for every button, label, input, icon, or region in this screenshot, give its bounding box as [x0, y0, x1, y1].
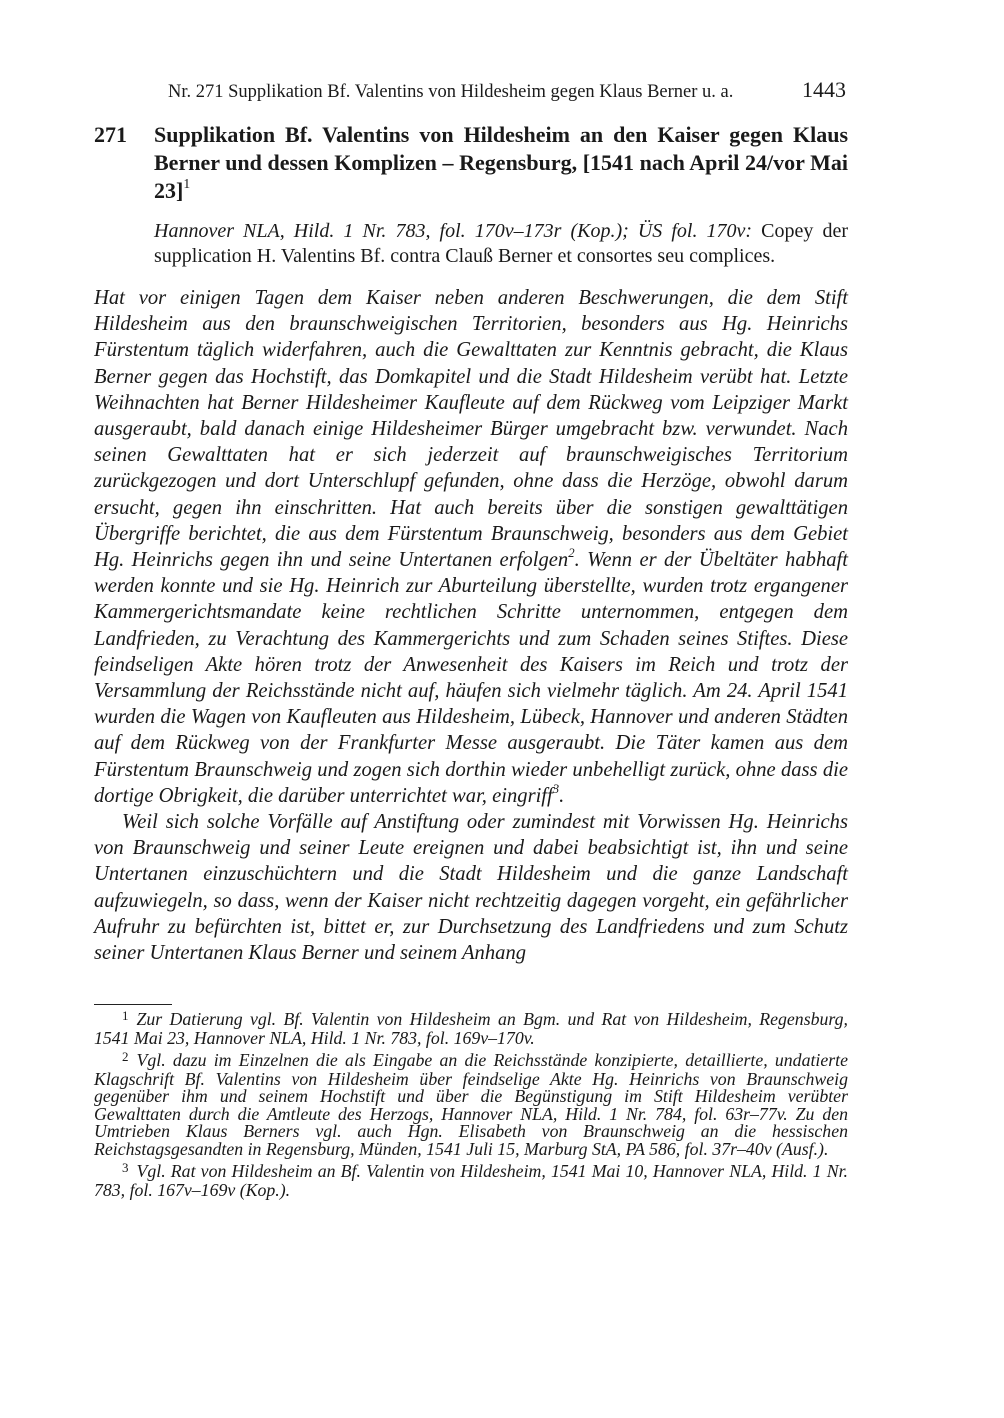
paragraph-1-part-b: . Wenn er der Übeltäter habhaft werden konnte und sie Hg. Heinrich zur Aburteilung überstellte, wurden trotz ergangener Kammergerichtsmandate keine rechtlichen Schritte unternommen, entgegen dem Landfrieden, zu Verachtung des Kammergerichts und zum Schaden seines Stiftes. Diese feindseligen Akte hören trotz der Anwesenheit des Kaisers im Reich und trotz der Versammlung der Reichsstände nicht auf, häufen sich vielmehr täglich. Am 24. April 1541 wurden die Wagen von Kaufleuten aus Hildesheim, Lübeck, Hannover und anderen Städten auf dem Rückweg von der Frankfurter Messe ausgeraubt. Die Täter kamen aus dem Fürstentum Braunschweig und zogen sich dorthin wieder unbehelligt zurück, ohne dass die dortige Obrigkeit, die darüber unterrichtet war, eingriff: [94, 549, 848, 807]
footnote-text: Vgl. Rat von Hildesheim an Bf. Valentin von Hildesheim, 1541 Mai 10, Hannover NLA, Hild. 1 Nr. 783, fol. 167v–169v (Kop.).: [94, 1161, 848, 1200]
footnote-1: [94, 1008, 848, 1048]
footnotes: [94, 1008, 848, 1204]
footnote-ref-3[interactable]: 3: [552, 781, 560, 796]
source-citation: Hannover NLA, Hild. 1 Nr. 783, fol. 170v–173r (Kop.); ÜS fol. 170v:: [154, 220, 753, 242]
paragraph-1-part-a: Hat vor einigen Tagen dem Kaiser neben anderen Beschwerungen, die dem Stift Hildesheim aus den braunschweigischen Territorien, besonders aus Hg. Heinrichs Fürstentum täglich widerfahren, auch die Gewalttaten zur Kenntnis gebracht, die Klaus Berner gegen das Hochstift, das Domkapitel und die Stadt Hildesheim verübt hat. Letzte Weihnachten hat Berner Hildesheimer Kaufleute auf dem Rückweg vom Leipziger Markt ausgeraubt, bald danach einige Hildesheimer Bürger umgebracht bzw. verwundet. Nach seinen Gewalttaten hat er sich jederzeit auf braunschweigisches Territorium zurückgezogen und dort Unterschlupf gefunden, ohne dass die Herzöge, obwohl darum ersucht, gegen ihn einschritten. Hat auch bereits über die sonstigen gewalttätigen Übergriffe berichtet, die aus dem Fürstentum Braunschweig, besonders aus dem Gebiet Hg. Heinrichs gegen ihn und seine Untertanen erfolgen: [94, 287, 848, 572]
source-note: [154, 219, 848, 269]
document-number: 271: [94, 122, 127, 147]
footnote-mark: 3: [122, 1160, 129, 1175]
footnote-mark: 1: [122, 1008, 129, 1023]
paragraph-2: Weil sich solche Vorfälle auf Anstiftung oder zumindest mit Vorwissen Hg. Heinrichs von Braunschweig und seiner Leute ereignen und dabei beabsichtigt ist, ihn und seine Untertanen einzuschüchtern und die Stadt Hildesheim und die ganze Landschaft aufzuwiegeln, so dass, wenn der Kaiser nicht rechtzeitig dagegen vorgeht, ein gefährlicher Aufruhr zu befürchten ist, bittet er, zur Durchsetzung des Landfriedens und zum Schutz seiner Untertanen Klaus Berner und seinem Anhang: [94, 811, 848, 965]
page-number: 1443: [802, 77, 846, 102]
footnote-2: [94, 1049, 848, 1159]
document-title: [154, 121, 848, 205]
footnote-text: Vgl. dazu im Einzelnen die als Eingabe an die Reichsstände konzipierte, detaillierte, undatierte Klagschrift Bf. Valentins von Hildesheim über feindselige Akte Hg. Heinrichs von Braunschweig gegenüber ihm und seinem Hochstift und über die Begünstigung im Stift Hildesheim verübter Gewalttaten durch die Amtleute des Herzogs, Hannover NLA, Hild. 1 Nr. 784, fol. 63r–77v. Zu den Umtrieben Klaus Berners vgl. auch Hgn. Elisabeth von Braunschweig an die hessischen Reichstagsgesandten in Regensburg, Münden, 1541 Juli 15, Marburg StA, PA 586, fol. 37r–40v (Ausf.).: [94, 1050, 848, 1159]
running-head-title: Nr. 271 Supplikation Bf. Valentins von Hildesheim gegen Klaus Berner u. a.: [168, 82, 734, 102]
footnote-ref-1[interactable]: 1: [183, 176, 191, 192]
footnote-mark: 2: [122, 1049, 129, 1064]
document-title-text: Supplikation Bf. Valentins von Hildesheim an den Kaiser gegen Klaus Berner und dessen Komplizen – Regensburg, [1541 nach April 24/vor Mai 23]: [154, 122, 848, 203]
footnote-text: Zur Datierung vgl. Bf. Valentin von Hildesheim an Bgm. und Rat von Hildesheim, Regensburg, 1541 Mai 23, Hannover NLA, Hild. 1 Nr. 783, fol. 169v–170v.: [94, 1009, 848, 1048]
footnote-3: [94, 1160, 848, 1200]
source-description: Copey der supplication H. Valentins Bf. contra Clauß Berner et consortes seu complices.: [154, 220, 848, 267]
regest-body: [94, 285, 848, 966]
footnote-divider: [94, 1004, 172, 1005]
paragraph-1-part-c: .: [559, 784, 565, 807]
footnote-ref-2[interactable]: 2: [568, 545, 575, 560]
paragraph-1: [94, 285, 848, 809]
